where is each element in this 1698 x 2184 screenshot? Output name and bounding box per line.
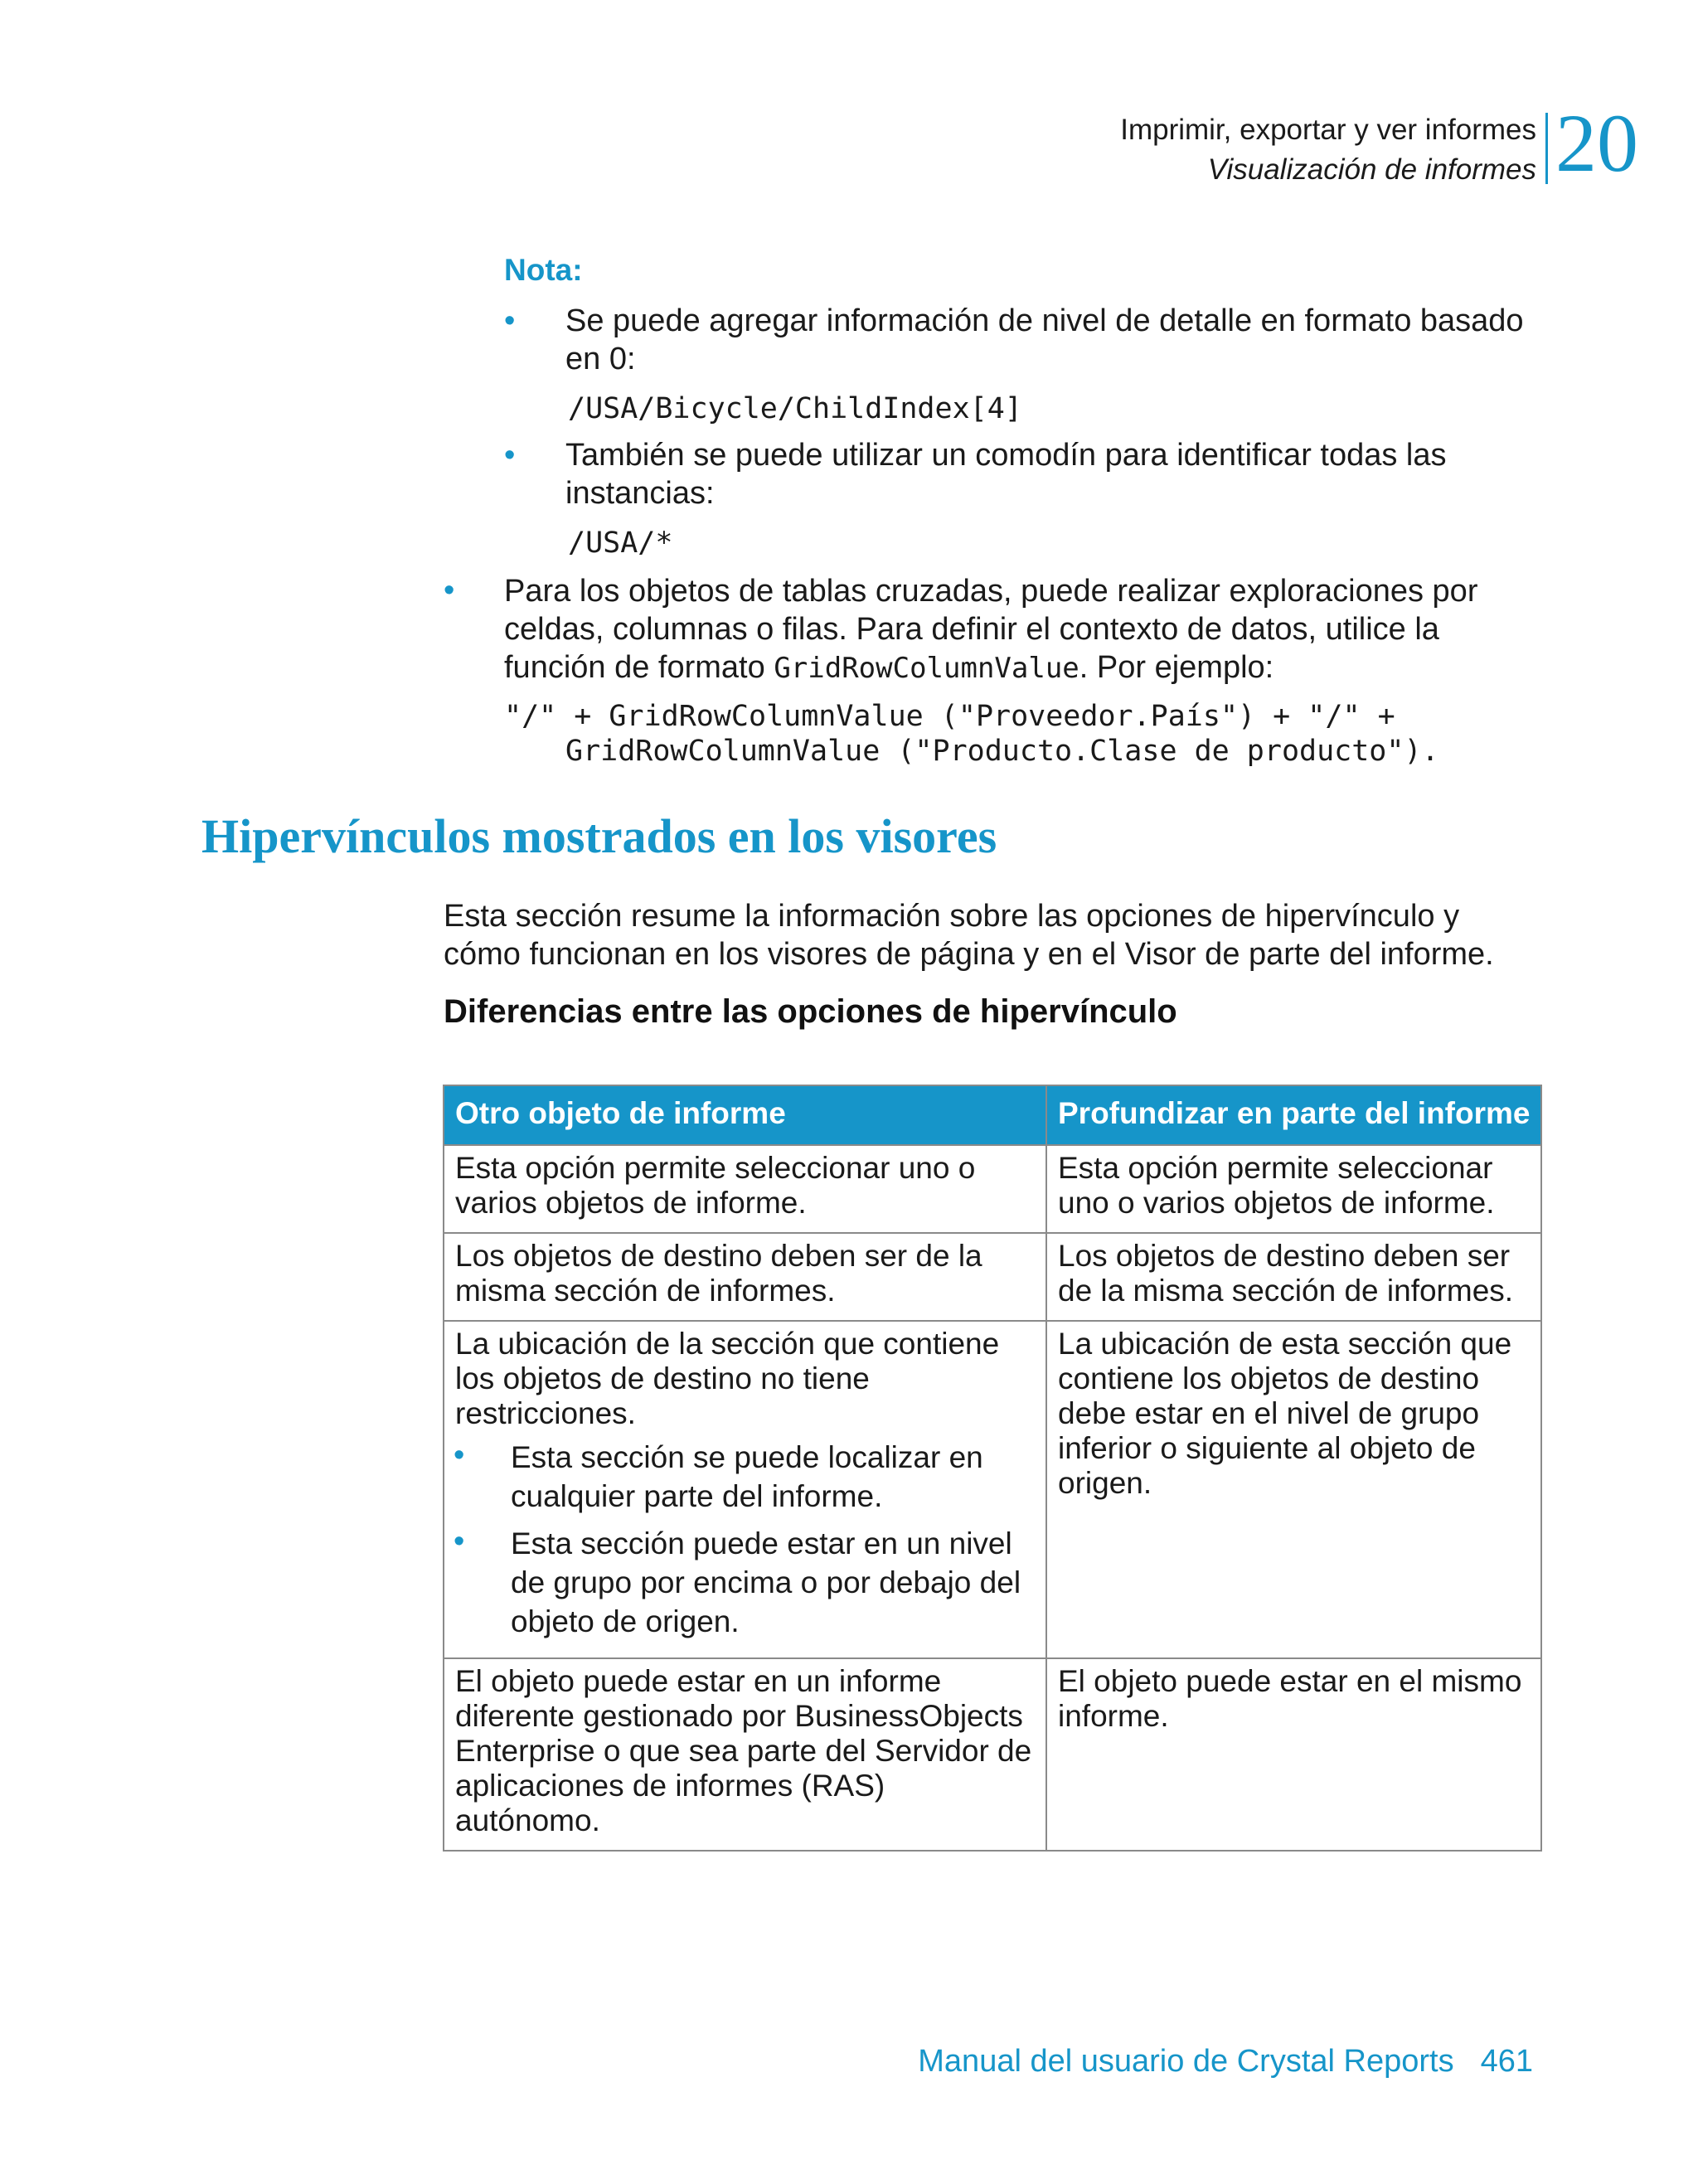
- note-item-1-line2: en 0:: [565, 342, 636, 376]
- section-heading: Hipervínculos mostrados en los visores: [201, 809, 997, 863]
- crosstab-line3-pre: función de formato: [504, 650, 774, 685]
- crosstab-line3: [504, 648, 1477, 687]
- crosstab-code-line2: GridRowColumnValue ("Producto.Clase de producto").: [565, 735, 1439, 768]
- table-cell: Esta opción permite seleccionar uno o varios objetos de informe.: [444, 1145, 1046, 1233]
- subheading: Diferencias entre las opciones de hipervínculo: [444, 993, 1177, 1030]
- table-header-drill-part: Profundizar en parte del informe: [1046, 1085, 1541, 1145]
- note-label: Nota:: [504, 253, 583, 287]
- note-item-1: [565, 302, 1524, 378]
- table-cell: El objeto puede estar en un informe diferente gestionado por BusinessObjects Enterprise o que sea parte del Servidor de aplicaciones de informes (RAS) autónomo.: [444, 1658, 1046, 1851]
- table-row: [444, 1233, 1541, 1321]
- section-intro-line1: Esta sección resume la información sobre las opciones de hipervínculo y: [444, 899, 1460, 934]
- bullet-icon: •: [454, 1524, 465, 1559]
- note-item-1-line1: Se puede agregar información de nivel de detalle en formato basado: [565, 303, 1524, 338]
- section-intro: [444, 897, 1494, 973]
- crosstab-code-line1: "/" + GridRowColumnValue ("Proveedor.País") + "/" +: [504, 700, 1395, 733]
- note-item-1-code: /USA/Bicycle/ChildIndex[4]: [568, 392, 1022, 425]
- list-item: [455, 1524, 1037, 1641]
- list-item: [455, 1438, 1037, 1516]
- note-item-2-code: /USA/*: [568, 527, 673, 560]
- table-row: [444, 1658, 1541, 1851]
- crosstab-function-code: GridRowColumnValue: [774, 652, 1079, 685]
- table-cell: El objeto puede estar en el mismo informe.: [1046, 1658, 1541, 1851]
- manual-title: Manual del usuario de Crystal Reports: [918, 2044, 1454, 2079]
- bullet-icon: •: [504, 438, 516, 473]
- list-item-text: Esta sección se puede localizar en cualquier parte del informe.: [511, 1440, 983, 1513]
- crosstab-paragraph: [504, 572, 1477, 687]
- table-cell-text: La ubicación de la sección que contiene los objetos de destino no tiene restricciones.: [455, 1327, 1000, 1430]
- table-cell-bullet-list: [455, 1438, 1037, 1641]
- chapter-divider: [1545, 113, 1548, 184]
- page-number: 461: [1480, 2044, 1533, 2079]
- running-header: [1120, 110, 1536, 190]
- crosstab-line2: celdas, columnas o filas. Para definir el contexto de datos, utilice la: [504, 612, 1439, 647]
- crosstab-line1: Para los objetos de tablas cruzadas, puede realizar exploraciones por: [504, 574, 1478, 609]
- table-cell: [444, 1321, 1046, 1658]
- note-item-2-line2: instancias:: [565, 476, 715, 511]
- chapter-title: Imprimir, exportar y ver informes: [1120, 114, 1536, 146]
- bullet-icon: •: [454, 1438, 465, 1473]
- table-header-other-object: Otro objeto de informe: [444, 1085, 1046, 1145]
- note-item-2: [565, 436, 1447, 512]
- bullet-icon: •: [444, 573, 455, 608]
- bullet-icon: •: [504, 303, 516, 338]
- table-cell: La ubicación de esta sección que contiene los objetos de destino debe estar en el nivel de grupo inferior o siguiente al objeto de origen.: [1046, 1321, 1541, 1658]
- note-item-2-line1: También se puede utilizar un comodín para identificar todas las: [565, 438, 1447, 473]
- crosstab-line3-post: . Por ejemplo:: [1079, 650, 1274, 685]
- page-footer: [918, 2044, 1533, 2080]
- chapter-number: 20: [1555, 97, 1638, 189]
- table-row: [444, 1321, 1541, 1658]
- list-item-text: Esta sección puede estar en un nivel de grupo por encima o por debajo del objeto de origen.: [511, 1526, 1021, 1638]
- section-intro-line2: cómo funcionan en los visores de página y en el Visor de parte del informe.: [444, 937, 1494, 972]
- table-cell: Los objetos de destino deben ser de la misma sección de informes.: [1046, 1233, 1541, 1321]
- hyperlink-options-table: [443, 1085, 1542, 1852]
- table-row: [444, 1145, 1541, 1233]
- section-title: Visualización de informes: [1207, 153, 1536, 186]
- table-header-row: [444, 1085, 1541, 1145]
- table-cell: Los objetos de destino deben ser de la misma sección de informes.: [444, 1233, 1046, 1321]
- table-cell: Esta opción permite seleccionar uno o varios objetos de informe.: [1046, 1145, 1541, 1233]
